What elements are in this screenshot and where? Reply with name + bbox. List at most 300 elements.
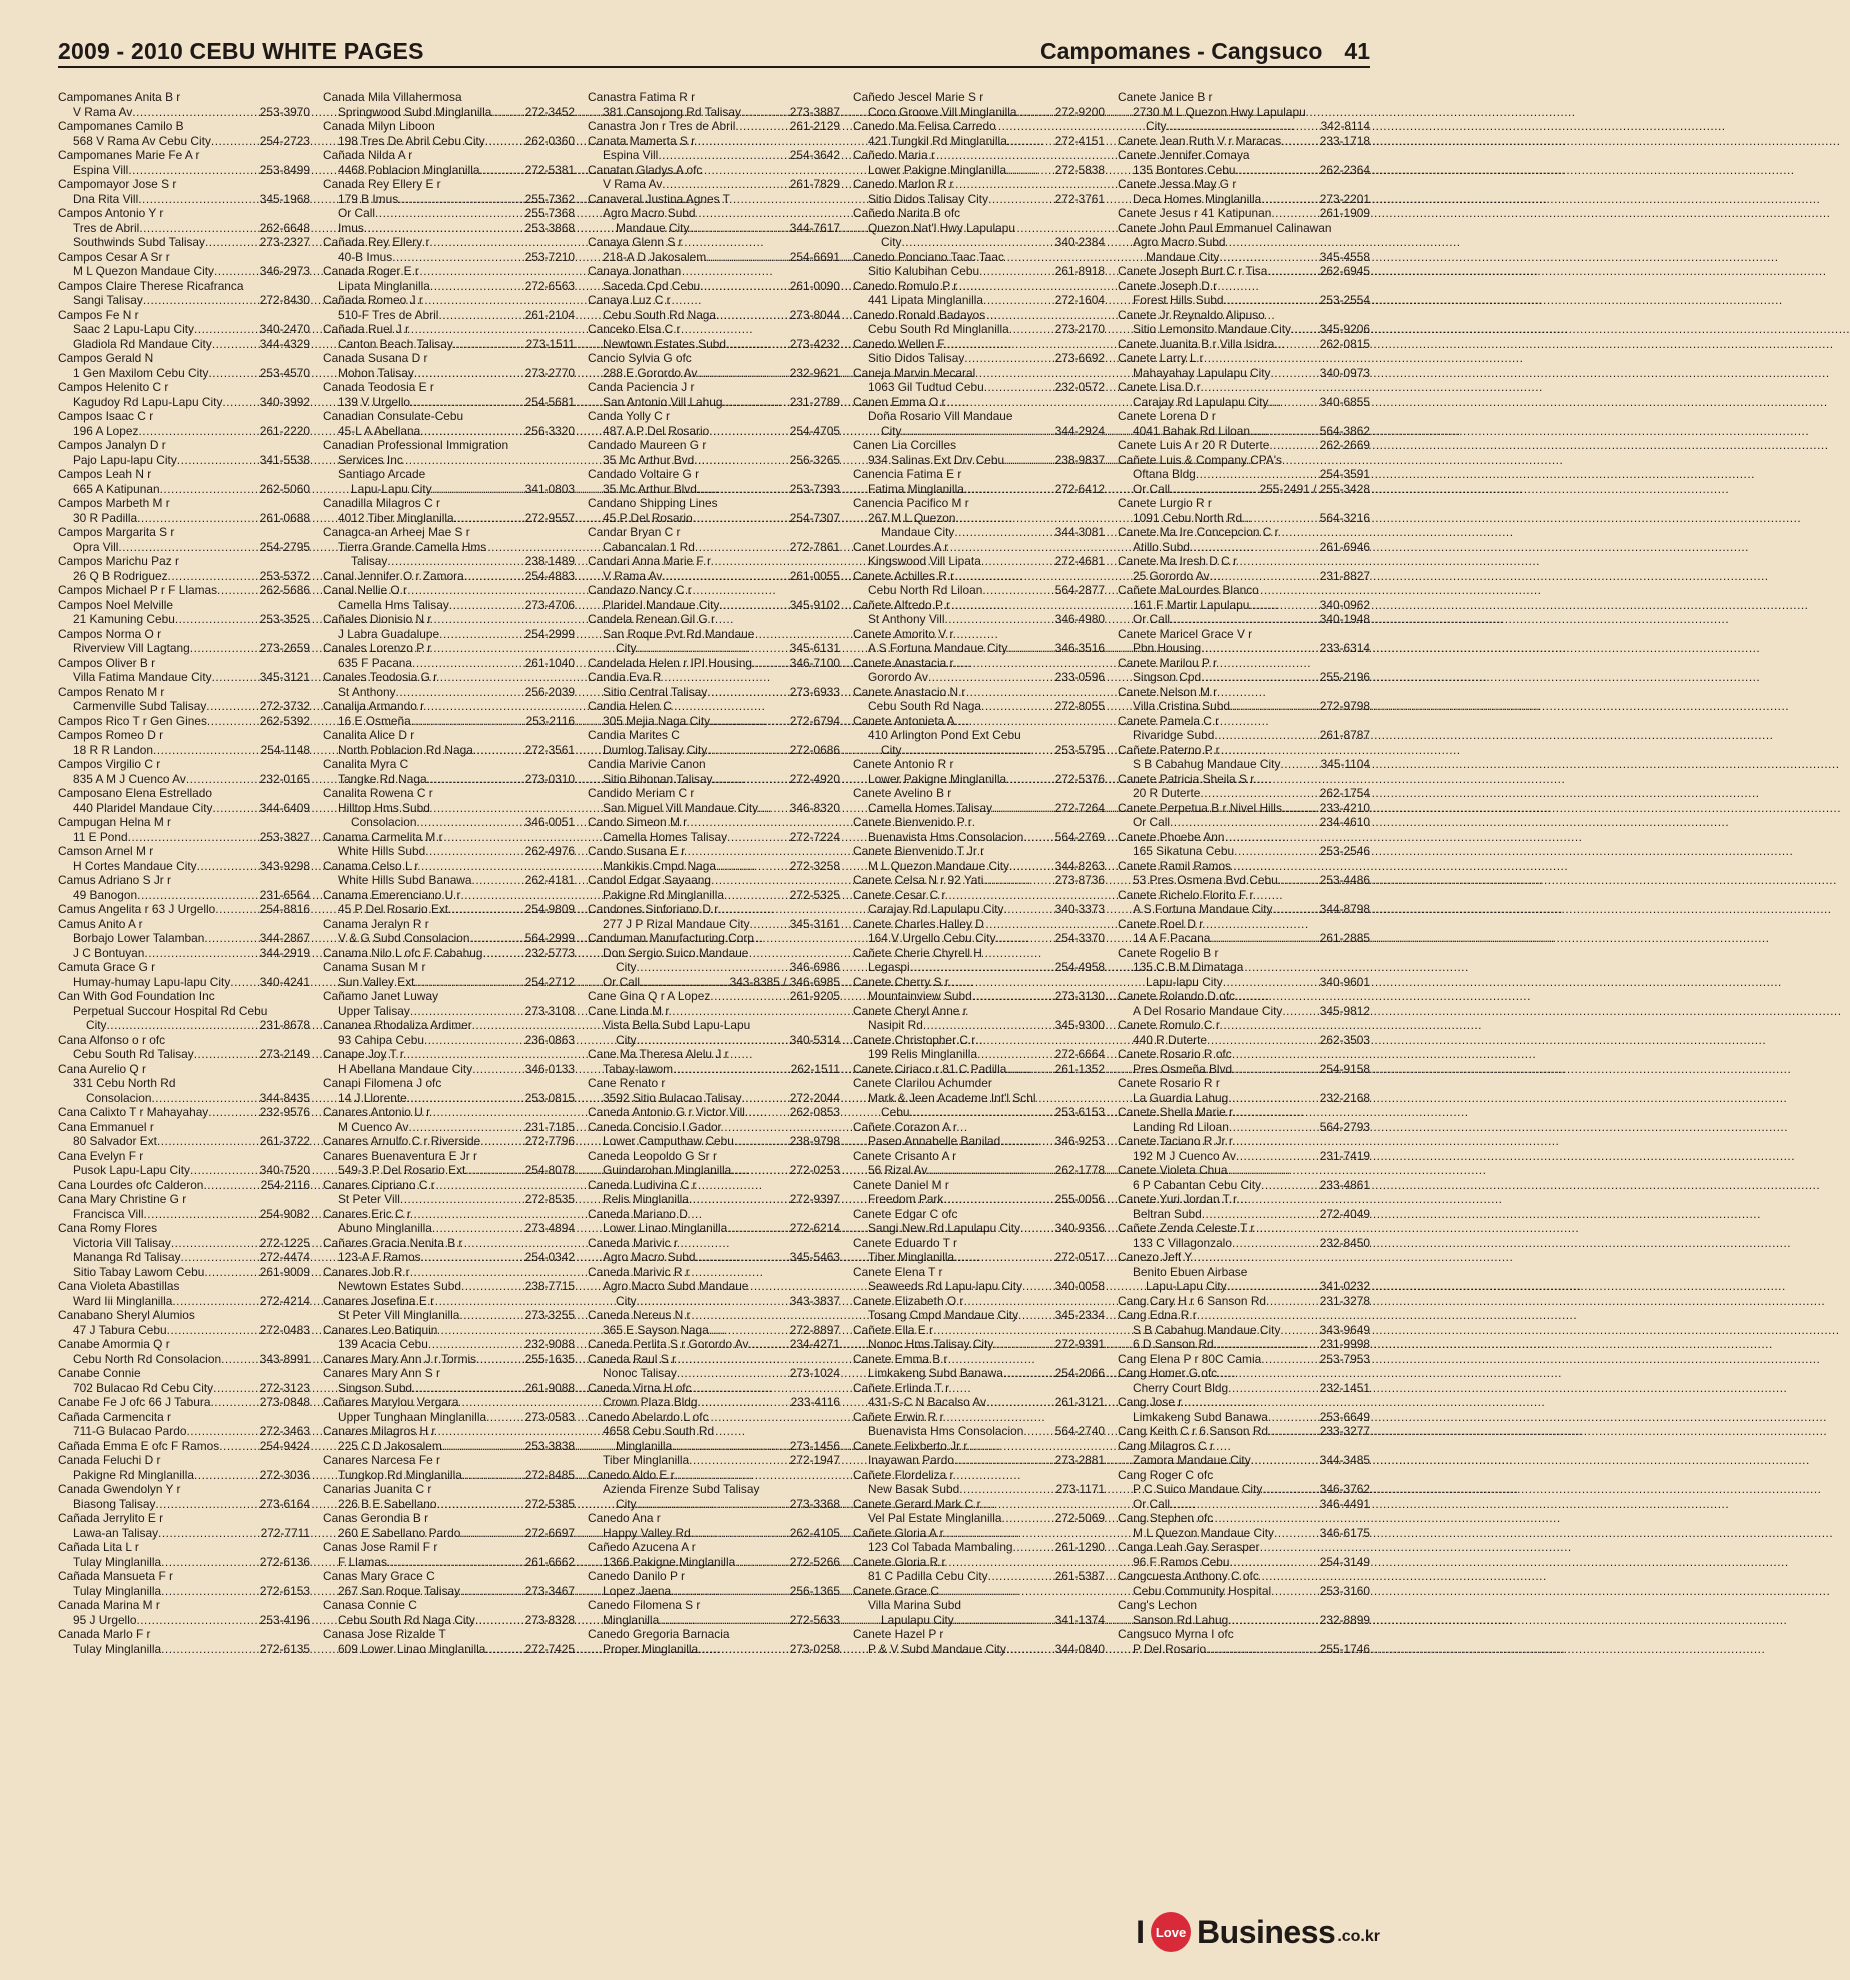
listing-text: Quezon Nat'l Hwy Lapulapu: [868, 220, 1016, 235]
phone-number: 340-3373: [1054, 902, 1105, 916]
listing-detail-line: [323, 1004, 575, 1019]
listing-detail-line: [1118, 670, 1370, 685]
listing-text: Cang Keith C r 6 Sanson Rd: [1118, 1424, 1269, 1438]
listing-detail-line: [58, 482, 310, 497]
dot-leader: [752, 656, 790, 671]
listing-name-line: [323, 1134, 575, 1149]
listing-text: Canada Susana D r: [323, 351, 428, 365]
dot-leader: [375, 206, 525, 221]
listing-text: Candela Renean Gil G r: [588, 612, 715, 626]
listing-detail-line: [853, 743, 1105, 758]
dot-leader: [486, 1410, 525, 1425]
listing-text: Canada Gwendolyn Y r: [58, 1482, 181, 1496]
phone-number: 272-0483: [259, 1322, 310, 1337]
listing-text: Canadian Consulate-Cebu: [323, 409, 464, 423]
dot-leader: [1020, 1221, 1055, 1236]
dot-leader: [1250, 424, 1320, 439]
listing-detail-line: [58, 1076, 310, 1091]
listing-text: Canete Elizabeth O r: [853, 1293, 964, 1308]
listing-name-line: [58, 1540, 310, 1555]
listing-text: Candia Eva R: [588, 670, 662, 684]
listing-detail-line: [323, 1497, 575, 1512]
phone-number: 272-3123: [259, 1380, 310, 1395]
listing-text: 192 M J Cuenco Av: [1133, 1148, 1236, 1163]
listing-text: Mountainview Subd: [868, 989, 972, 1003]
listing-detail-line: [588, 685, 840, 700]
dot-leader: [177, 453, 260, 468]
listing-text: 711-G Bulacao Pardo: [73, 1424, 187, 1438]
listing-detail-line: [853, 1613, 1105, 1628]
phone-number: 254-8078: [524, 1163, 575, 1177]
phone-number: 273-4706: [524, 597, 575, 612]
listing-name-line: [1118, 1076, 1370, 1091]
listing-text: Atillo Subd: [1133, 539, 1190, 554]
dot-leader: [438, 308, 524, 323]
listing-text: 25 Gorordo Av: [1133, 568, 1210, 583]
phone-number: 261-8787: [1319, 728, 1370, 742]
listing-text: Sitio Central Talisay: [603, 684, 708, 699]
listing-text: Ward Iii Minglanilla: [73, 1293, 173, 1308]
dot-leader: [208, 366, 259, 381]
listing-detail-line: [588, 641, 840, 656]
listing-text: Canete Perpetua B r Nivel Hills: [1118, 800, 1282, 815]
listing-text: Sitio Tabay Lawom Cebu: [73, 1264, 205, 1279]
phone-number: 236-0863: [524, 1032, 575, 1047]
listing-detail-line: [323, 685, 575, 700]
listing-text: White Hills Subd: [338, 844, 426, 858]
listing-name-line: [323, 1453, 575, 1468]
listing-detail-line: [58, 975, 310, 990]
listing-text: 161 F Martir Lapulapu: [1133, 597, 1250, 612]
phone-number: 233-1718: [1319, 133, 1370, 148]
dot-leader: [1018, 1308, 1055, 1323]
phone-number: 564-3862: [1319, 423, 1370, 438]
phone-number: 232-0165: [259, 771, 310, 786]
listing-text: Or Call: [1133, 481, 1170, 496]
phone-number: 272-6214: [789, 1221, 840, 1235]
listing-text: Canete Elena T r: [853, 1264, 943, 1279]
listing-name-line: [1118, 221, 1370, 236]
listing-name-line: [588, 1120, 840, 1135]
listing-text: 123-A F Ramos: [338, 1250, 421, 1264]
listing-text: Pbn Housing: [1133, 641, 1202, 655]
listing-name-line: [58, 1149, 310, 1164]
listing-detail-line: [58, 337, 310, 352]
listing-text: Lower Linao Minglanilla: [603, 1221, 728, 1235]
phone-number: 231-7419: [1319, 1148, 1370, 1163]
dot-leader: [128, 830, 260, 845]
dot-leader: [153, 743, 261, 758]
listing-detail-line: [323, 815, 575, 830]
dot-leader: [219, 1439, 259, 1454]
dot-leader: [1004, 902, 1055, 917]
listing-detail-line: [588, 714, 840, 729]
phone-number: 564-2877: [1054, 583, 1105, 597]
listing-text: Canete Antonieta A: [853, 713, 955, 728]
phone-number: 254-9809: [524, 902, 575, 916]
listing-text: Canales Teodosia G r: [323, 670, 438, 684]
listing-text: Canete Marilou P r: [1118, 655, 1217, 670]
listing-detail-line: [1118, 1482, 1370, 1497]
listing-text: Espina Vill: [603, 148, 659, 162]
listing-text: Canal Jennifer O r Zamora: [323, 568, 464, 583]
phone-number: 261-7829: [789, 177, 840, 191]
phone-number: 345-3121: [259, 670, 310, 684]
listing-name-line: [323, 1540, 575, 1555]
dot-leader: [387, 1555, 525, 1570]
phone-number: 273-1456: [789, 1438, 840, 1453]
dot-leader: [927, 1163, 1054, 1178]
dot-leader: [409, 1120, 525, 1135]
listing-detail-line: [323, 467, 575, 482]
phone-number: 564-3216: [1319, 510, 1370, 525]
listing-text: 18 R R Landon: [73, 742, 153, 757]
listing-name-line: [323, 496, 575, 511]
listing-text: Azienda Firenze Subd Talisay: [603, 1482, 760, 1496]
phone-number: 272-6697: [524, 1525, 575, 1540]
listing-detail-line: [588, 1395, 840, 1410]
phone-number: 272-1947: [789, 1453, 840, 1467]
listing-text: 331 Cebu North Rd: [73, 1076, 176, 1090]
listing-detail-line: [1118, 511, 1370, 526]
listing-text: Canedo Ronald Badayos: [853, 307, 986, 322]
dot-leader: [964, 482, 1055, 497]
listing-detail-line: [1118, 1033, 1370, 1048]
listing-detail-line: [588, 540, 840, 555]
phone-number: 261-9009: [259, 1264, 310, 1279]
listing-name-line: [1118, 627, 1370, 642]
listing-text: Canada Marina M r: [58, 1598, 160, 1612]
listing-name-line: [1118, 380, 1370, 395]
listing-detail-line: [853, 1018, 1105, 1033]
logo-prefix: I: [1136, 1913, 1146, 1950]
listing-name-line: [58, 1366, 310, 1381]
listing-name-line: [58, 873, 310, 888]
dot-leader: [992, 801, 1055, 816]
listing-text: Cana Lourdes ofc Calderon: [58, 1177, 204, 1192]
ilovebusiness-logo: [1136, 1912, 1380, 1952]
listing-text: 260 E Sabellano Pardo: [338, 1525, 461, 1540]
listing-text: H Abellana Mandaue City: [338, 1061, 473, 1076]
listing-detail-line: [853, 293, 1105, 308]
listing-detail-line: [1118, 1555, 1370, 1570]
dot-leader: [139, 221, 259, 236]
listing-name-line: [588, 1410, 840, 1425]
listing-name-line: [323, 569, 575, 584]
dot-leader: [461, 1279, 525, 1294]
dot-leader: [709, 424, 790, 439]
listing-name-line: [323, 1207, 575, 1222]
listing-detail-line: [323, 424, 575, 439]
listing-detail-line: [58, 1250, 310, 1265]
listing-text: Campos Renato M r: [58, 684, 165, 699]
listing-text: Canada Teodosia E r: [323, 380, 434, 394]
listing-name-line: [588, 1381, 840, 1396]
listing-text: Cañada Jerrylito E r: [58, 1511, 164, 1525]
dot-leader: [636, 960, 789, 975]
listing-name-line: [588, 1004, 840, 1019]
listing-detail-line: [1118, 1497, 1370, 1512]
phone-number: 261-8918: [1054, 264, 1105, 278]
dot-leader: [734, 1134, 790, 1149]
listing-text: North Poblacion Rd Naga: [338, 742, 473, 757]
listing-name-line: [58, 1178, 310, 1193]
listing-text: Caneda Raul S r: [588, 1351, 676, 1366]
phone-number: 346-0133: [524, 1061, 575, 1076]
dot-leader: [470, 931, 525, 946]
listing-text: 26 Q B Rodriguez: [73, 568, 168, 583]
listing-detail-line: [323, 714, 575, 729]
listing-detail-line: [853, 931, 1105, 946]
listing-detail-line: [58, 931, 310, 946]
listing-text: Canete Charles Halley D: [853, 916, 984, 931]
listing-detail-line: [853, 1337, 1105, 1352]
phone-number: 233-6314: [1319, 641, 1370, 655]
phone-number: 272-7711: [260, 1525, 310, 1540]
listing-detail-line: [853, 641, 1105, 656]
listing-text: City: [1146, 119, 1167, 133]
listing-name-line: [853, 90, 1105, 105]
listing-detail-line: [1118, 1613, 1370, 1628]
listing-text: Freedom Park: [868, 1192, 944, 1206]
listing-text: Cañada Mansueta F r: [58, 1569, 174, 1583]
listing-text: Agro Macro Subd: [603, 206, 696, 220]
listing-text: Canencia Fatima E r: [853, 467, 962, 481]
listing-text: Consolacion: [351, 815, 417, 829]
dot-leader: [928, 670, 1055, 685]
listing-detail-line: [1118, 1178, 1370, 1193]
listing-text: Tres de Abril: [73, 220, 140, 235]
listing-detail-line: [323, 1062, 575, 1077]
dot-leader: [713, 772, 790, 787]
dot-leader: [1278, 873, 1320, 888]
phone-number: 261-6946: [1319, 539, 1370, 554]
listing-text: Canete John Paul Emmanuel Calinawan: [1118, 220, 1332, 235]
phone-number: 346-0051: [524, 815, 575, 829]
listing-name-line: [58, 1120, 310, 1135]
listing-name-line: [853, 496, 1105, 511]
listing-text: Canama Emerenciano U r: [323, 887, 461, 902]
listing-text: 135 C B M Dimataga: [1133, 960, 1244, 974]
listing-detail-line: [1118, 1120, 1370, 1135]
listing-name-line: [588, 90, 840, 105]
dot-leader: [689, 221, 789, 236]
phone-number: 231-2789: [789, 394, 840, 409]
listing-name-line: [588, 525, 840, 540]
dot-leader: [175, 612, 260, 627]
listing-detail-line: [853, 525, 1105, 540]
listing-detail-line: [58, 641, 310, 656]
phone-number: 255-2196: [1319, 670, 1370, 684]
listing-text: 440 R Duterte: [1133, 1032, 1208, 1047]
dot-leader: [161, 1555, 260, 1570]
listing-text: Canete Bienvenido P r: [853, 815, 972, 829]
listing-name-line: [323, 1366, 575, 1381]
listing-text: Canatan Gladys A ofc: [588, 162, 703, 177]
listing-text: Cañedo Maria r: [853, 148, 935, 162]
listing-text: Campos Virgilio C r: [58, 757, 161, 771]
listing-detail-line: [1118, 960, 1370, 975]
listing-detail-line: [853, 1424, 1105, 1439]
listing-text: Canalija Armando r: [323, 699, 425, 713]
listing-detail-line: [588, 859, 840, 874]
listing-detail-line: [323, 308, 575, 323]
listing-name-line: [853, 467, 1105, 482]
listing-detail-line: [1118, 728, 1370, 743]
listing-text: New Basak Subd: [868, 1482, 960, 1496]
listing-detail-line: [323, 105, 575, 120]
listing-name-line: [323, 525, 575, 540]
listing-name-line: [323, 119, 575, 134]
listing-name-line: [58, 1192, 310, 1207]
listing-name-line: [588, 438, 840, 453]
dot-leader: [437, 1497, 525, 1512]
listing-text: 20 R Duterte: [1133, 786, 1201, 800]
dot-leader: [1007, 134, 1055, 149]
listing-text: Carmenville Subd Talisay: [73, 699, 207, 713]
listing-name-line: [853, 395, 1105, 410]
listing-text: Canete Felixberto Jr r: [853, 1438, 968, 1453]
phone-number: 233-0596: [1054, 670, 1105, 684]
listing-text: Cebu South Rd Talisay: [73, 1047, 194, 1061]
dot-leader: [1251, 1453, 1320, 1468]
phone-number: 262-5686: [259, 583, 310, 597]
listing-text: Tangke Rd Naga: [338, 771, 427, 786]
phone-number: 261-0688: [259, 510, 310, 525]
listing-detail-line: [58, 293, 310, 308]
listing-name-line: [1118, 134, 1370, 149]
listing-detail-line: [323, 337, 575, 352]
listing-detail-line: [323, 931, 575, 946]
listing-text: Canete Phoebe Ann: [1118, 829, 1225, 844]
dot-leader: [136, 1613, 259, 1628]
phone-number: 262-5060: [259, 481, 310, 496]
phone-number: 261-5387: [1054, 1569, 1105, 1583]
listing-name-line: [323, 90, 575, 105]
phone-number: 343-8385 / 346-6985: [729, 974, 840, 989]
listing-name-line: [323, 177, 575, 192]
phone-number: 253-2554: [1319, 293, 1370, 307]
listing-text: Canas Gerondia B r: [323, 1511, 429, 1525]
listing-name-line: [853, 1265, 1105, 1280]
listing-name-line: [323, 1627, 575, 1642]
listing-detail-line: [323, 453, 575, 468]
listing-text: 4468 Poblacion Minglanilla: [338, 162, 480, 177]
listing-detail-line: [58, 1207, 310, 1222]
listing-text: Singson Subd: [338, 1380, 413, 1395]
phone-number: 261-9205: [789, 989, 840, 1003]
listing-detail-line: [588, 1294, 840, 1309]
phone-number: 340-2470: [259, 322, 310, 336]
listing-text: Canedo Ana r: [588, 1511, 661, 1525]
dot-leader: [442, 1439, 525, 1454]
listing-text: Canete Joseph Burt C r Tisa: [1118, 264, 1268, 278]
listing-text: Canas Jose Ramil F r: [323, 1540, 438, 1554]
listing-detail-line: [1118, 1337, 1370, 1352]
listing-text: Canada Mila Villahermosa: [323, 90, 462, 104]
listing-name-line: [1118, 1192, 1370, 1207]
listing-text: Newtown Estates Subd: [338, 1279, 461, 1293]
listing-text: Candol Edgar Sayaang: [588, 873, 711, 887]
listing-detail-line: [853, 235, 1105, 250]
listing-name-line: [1118, 1105, 1370, 1120]
dot-leader: [1023, 1424, 1054, 1439]
dot-leader: [208, 1105, 259, 1120]
listing-text: Canete Crisanto A r: [853, 1148, 957, 1163]
listing-name-line: [588, 1149, 840, 1164]
listing-name-line: [853, 1439, 1105, 1454]
listing-detail-line: [853, 801, 1105, 816]
listing-text: 179 B Imus: [338, 191, 399, 206]
phone-number: 272-6412: [1054, 481, 1105, 496]
listing-text: St Peter Vill Minglanilla: [338, 1308, 460, 1322]
listing-text: J C Bontuyan: [73, 945, 145, 960]
listing-name-line: [58, 308, 310, 323]
listing-text: Canares Job R r: [323, 1264, 410, 1279]
listing-name-line: [588, 1265, 840, 1280]
listing-text: Canete Edgar C ofc: [853, 1206, 958, 1221]
listing-detail-line: [588, 1555, 840, 1570]
listing-text: Zamora Mandaue City: [1133, 1453, 1251, 1467]
listing-name-line: [1118, 308, 1370, 323]
listing-detail-line: [588, 1642, 840, 1657]
listing-text: Canete Juanita B r Villa Isidra: [1118, 336, 1275, 351]
phone-number: 254-4958: [1054, 960, 1105, 974]
listing-text: Candado Maureen G r: [588, 438, 707, 452]
listing-name-line: [323, 438, 575, 453]
listing-text: Cañete Corazon A r: [853, 1119, 957, 1134]
listing-text: Singson Cpd: [1133, 670, 1202, 684]
listing-text: 410 Arlington Pond Ext Cebu: [868, 728, 1021, 742]
page-header-title: 2009 - 2010 CEBU WHITE PAGES: [58, 38, 424, 64]
listing-detail-line: [853, 1511, 1105, 1526]
listing-text: 1063 Gil Tudtud Cebu: [868, 380, 984, 394]
dot-leader: [696, 1250, 790, 1265]
listing-name-line: [323, 1265, 575, 1280]
dot-leader: [1266, 1294, 1320, 1309]
listing-name-line: [58, 1337, 310, 1352]
dot-leader: [398, 192, 525, 207]
dot-leader: [1229, 1120, 1320, 1135]
listing-text: Canastra Fatima R r: [588, 90, 696, 104]
listing-name-line: [58, 177, 310, 192]
listing-text: Canda Yolly C r: [588, 409, 670, 423]
dot-leader: [694, 453, 790, 468]
dot-leader: [212, 670, 260, 685]
dot-leader: [476, 1352, 525, 1367]
dot-leader: [677, 1366, 790, 1381]
listing-name-line: [588, 1337, 840, 1352]
phone-number: 256-3265: [789, 452, 840, 467]
dot-leader: [128, 163, 259, 178]
listing-name-line: [323, 888, 575, 903]
listing-text: Cang Cary H r 6 Sanson Rd: [1118, 1293, 1267, 1308]
listing-detail-line: [58, 1004, 310, 1019]
listing-detail-line: [323, 192, 575, 207]
dot-leader: [1262, 1482, 1319, 1497]
phone-number: 340-2384: [1054, 235, 1105, 249]
listing-text: Canete Janice B r: [1118, 90, 1213, 104]
listing-detail-line: [588, 1453, 840, 1468]
listing-name-line: [853, 540, 1105, 555]
phone-number: 346-3516: [1054, 641, 1105, 655]
listing-text: 4658 Cebu South Rd: [603, 1424, 715, 1438]
dot-leader: [698, 1642, 790, 1657]
listing-text: Cabancalan 1 Rd: [603, 539, 695, 554]
listing-detail-line: [853, 554, 1105, 569]
dot-leader: [480, 1134, 524, 1149]
phone-number: 340-0973: [1319, 365, 1370, 380]
